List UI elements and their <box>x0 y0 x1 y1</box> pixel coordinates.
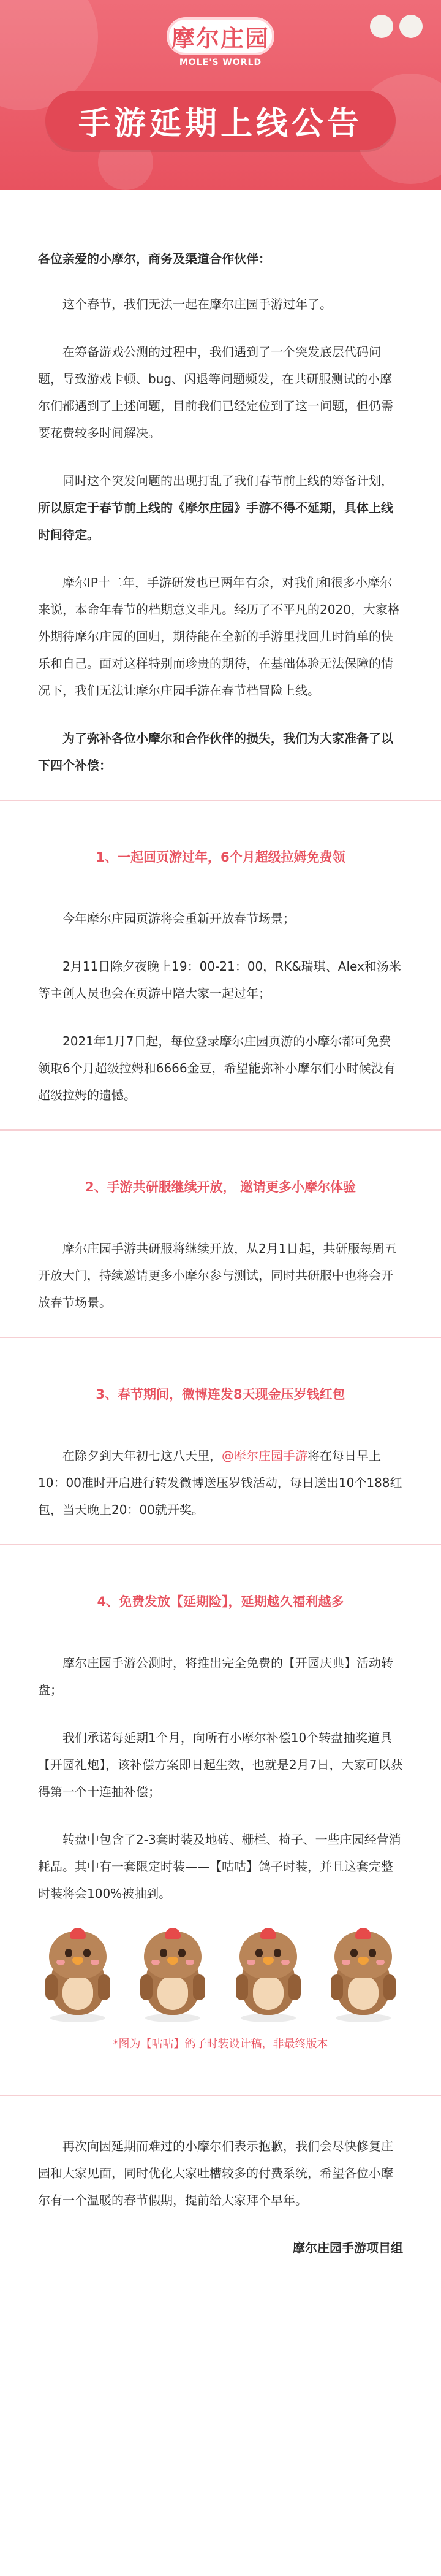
section-1-p2: 2月11日除夕夜晚上19：00-21：00，RK&瑞琪、Alex和汤米等主创人员也会在页游中陪大家一起过年； <box>38 959 401 1001</box>
mascot-bird-icon <box>323 1928 403 2025</box>
game-logo <box>162 17 279 74</box>
paragraph-intro: 这个春节，我们无法一起在摩尔庄园手游过年了。 <box>62 297 332 311</box>
menu-dot-icon[interactable] <box>370 15 393 38</box>
paragraph-delay <box>38 467 403 548</box>
greeting: 各位亲爱的小摩尔，商务及渠道合作伙伴： <box>38 251 271 266</box>
weibo-link[interactable]: @摩尔庄园手游 <box>222 1448 307 1463</box>
section-divider <box>0 1544 441 1545</box>
title-banner <box>45 91 396 150</box>
section-2-p1: 摩尔庄园手游共研服将继续开放，从2月1日起，共研服每周五开放大门，持续邀请更多小摩尔参与测试，同时共研服中也将会开放春节场景。 <box>38 1241 397 1310</box>
logo-subtitle: MOLE'S WORLD <box>179 58 262 67</box>
mascot-bird-icon <box>38 1928 118 2025</box>
image-caption: *图为【咕咕】鸽子时装设计稿，非最终版本 <box>113 2038 328 2050</box>
section-1-title: 1、一起回页游过年，6个月超级拉姆免费领 <box>96 850 345 865</box>
section-1-p1: 今年摩尔庄园页游将会重新开放春节场景； <box>62 911 295 926</box>
mascot-bird-icon <box>228 1928 308 2025</box>
menu-dots[interactable] <box>370 15 423 38</box>
delay-text: 同时这个突发问题的出现打乱了我们春节前上线的筹备计划， <box>62 473 393 488</box>
section-4-title: 4、免费发放【延期险】，延期越久福利越多 <box>97 1594 344 1609</box>
costume-preview-images <box>38 1928 403 2025</box>
section-3-p1 <box>38 1442 403 1523</box>
paragraph-problem: 在筹备游戏公测的过程中，我们遇到了一个突发底层代码问题，导致游戏卡顿、bug、闪退等问题频发，在共研服测试的小摩尔们都遇到了上述问题，目前我们已经定位到了这一问题，但仍需要花费较多时间解决。 <box>38 345 393 440</box>
page-title: 手游延期上线公告 <box>78 105 363 142</box>
section-4-p1: 摩尔庄园手游公测时，将推出完全免费的【开园庆典】活动转盘； <box>38 1656 393 1697</box>
section-1-p3: 2021年1月7日起，每位登录摩尔庄园页游的小摩尔都可免费领取6个月超级拉姆和6666金豆，希望能弥补小摩尔们小时候没有超级拉姆的遗憾。 <box>38 1034 396 1103</box>
delay-bold-text: 所以原定于春节前上线的《摩尔庄园》手游不得不延期，具体上线时间待定。 <box>38 500 393 542</box>
section-divider <box>0 1337 441 1338</box>
section-3-title: 3、春节期间，微博连发8天现金压岁钱红包 <box>96 1387 345 1402</box>
paragraph-compensation-intro: 为了弥补各位小摩尔和合作伙伴的损失，我们为大家准备了以下四个补偿： <box>38 731 393 773</box>
announcement-body <box>0 190 441 2261</box>
section-divider <box>0 2095 441 2096</box>
signature: 摩尔庄园手游项目组 <box>293 2241 403 2255</box>
section-4-p2: 我们承诺每延期1个月，向所有小摩尔补偿10个转盘抽奖道具【开园礼炮】，该补偿方案即日起生效，也就是2月7日，大家可以获得第一个十连抽补偿； <box>38 1730 403 1799</box>
section-2-title: 2、手游共研服继续开放， 邀请更多小摩尔体验 <box>85 1180 356 1194</box>
logo-badge-icon: 摩尔庄园 <box>167 17 274 55</box>
closing-paragraph: 再次向因延期而难过的小摩尔们表示抱歉，我们会尽快修复庄园和大家见面，同时优化大家吐槽较多的付费系统，希望各位小摩尔有一个温暖的春节假期，提前给大家拜个早年。 <box>38 2139 393 2207</box>
section-divider <box>0 800 441 801</box>
section-3-text-b: 将在每日早上10：00准时开启进行转发微博送压岁钱活动，每日送出10个188红包，当天晚上20：00就开奖。 <box>38 1448 402 1517</box>
mascot-bird-icon <box>133 1928 213 2025</box>
section-4-p3: 转盘中包含了2-3套时装及地砖、栅栏、椅子、一些庄园经营消耗品。其中有一套限定时装——【咕咕】鸽子时装，并且这套完整时装将会100%被抽到。 <box>38 1832 401 1901</box>
section-divider <box>0 1129 441 1131</box>
header-banner <box>0 0 441 190</box>
menu-dot-icon[interactable] <box>399 15 423 38</box>
section-3-text-a: 在除夕到大年初七这八天里， <box>62 1448 222 1463</box>
paragraph-ip: 摩尔IP十二年，手游研发也已两年有余，对我们和很多小摩尔来说，本命年春节的档期意义非凡。经历了不平凡的2020，大家格外期待摩尔庄园的回归，期待能在全新的手游里找回儿时简单的快乐和自己。面对这样特别而珍贵的期待，在基础体验无法保障的情况下，我们无法让摩尔庄园手游在春节档冒险上线。 <box>38 575 400 698</box>
